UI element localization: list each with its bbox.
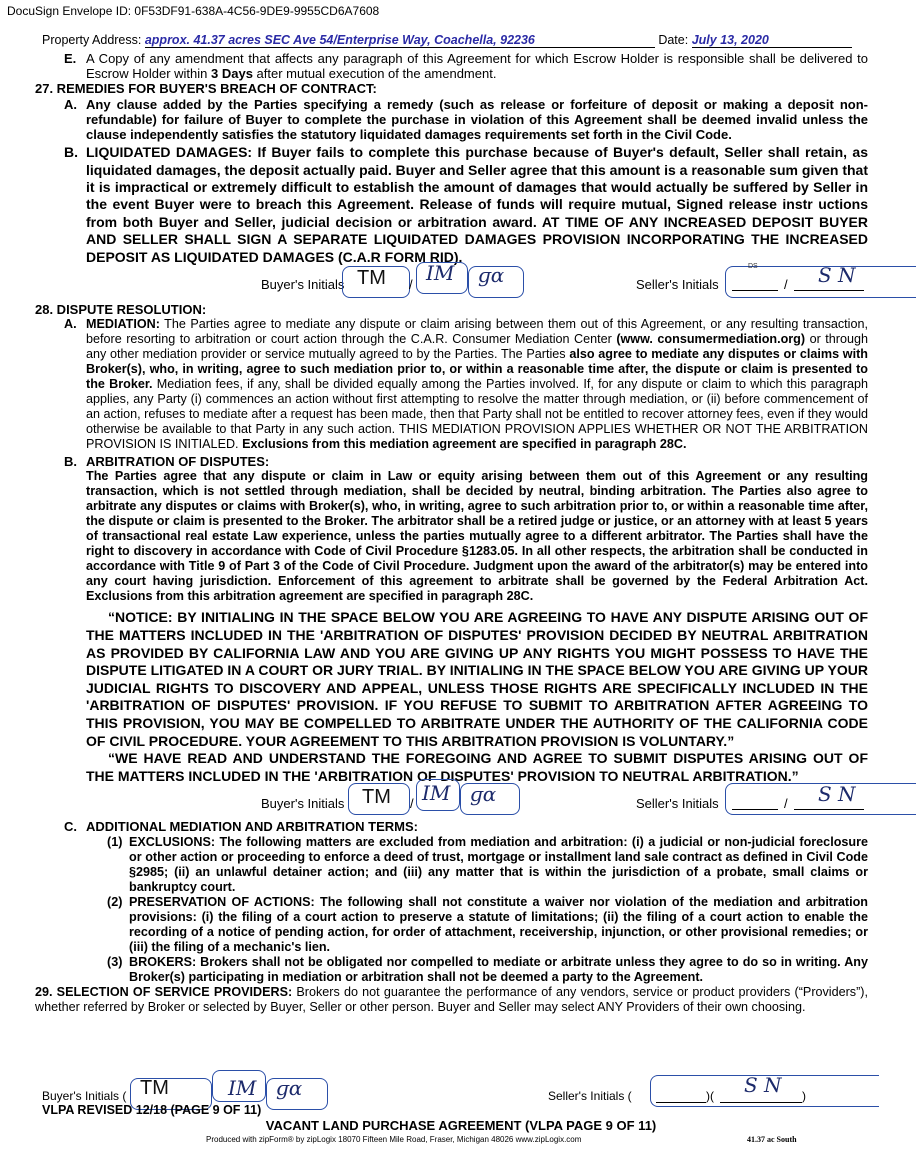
seller-initial: S N: [818, 263, 856, 288]
section-28b-heading: B. ARBITRATION OF DISPUTES:: [64, 454, 270, 470]
footer-buyers-initials-label: Buyer's Initials (: [42, 1089, 127, 1103]
footer-sellers-initials-label: Seller's Initials (: [548, 1089, 632, 1103]
sellers-initials-label-2: Seller's Initials: [636, 796, 719, 812]
envelope-id: DocuSign Envelope ID: 0F53DF91-638A-4C56-9DE9-9955CD6A7608: [7, 4, 380, 18]
buyers-initials-label-2: Buyer's Initials: [261, 796, 345, 812]
property-address-field[interactable]: approx. 41.37 acres SEC Ave 54/Enterprise Way, Coachella, 92236: [145, 33, 655, 48]
buyer-initial-1: TM: [357, 267, 386, 290]
section-28-heading: 28. DISPUTE RESOLUTION:: [35, 302, 207, 318]
initials-row-arbitration: Buyer's Initials TM / IM ɡɑ Seller's Initials / S N: [42, 785, 868, 819]
date-field[interactable]: July 13, 2020: [692, 33, 852, 48]
section-28b-arbitration: The Parties agree that any dispute or claim in Law or equity arising between them out of this Agreement or any resulting transaction, which is not settled through mediation, shall be decided by neutral, binding arbitration. The Parties also agree to arbitrate any disputes or claims with Broker(s), who, in writing, agree to such arbitration prior to, or within a reasonable time after, the dispute or claim is presented to the Broker. The arbitrator shall be a retired judge or justice, or an attorney with at least 5 years of transactional real estate Law experience, unless the parties mutually agree to a different arbitrator. The Parties shall have the right to discovery in accordance with Code of Civil Procedure §1283.05. In all other respects, the arbitration shall be conducted in accordance with Title 9 of Part 3 of the Code of Civil Procedure. Judgment upon the award of the arbitrator(s) may be entered into any court having jurisdiction. Enforcement of this agreement to arbitrate shall be governed by the Federal Arbitration Act. Exclusions from this arbitration agreement are specified in paragraph 28C.: [86, 469, 868, 604]
buyer-initial-6: ɡɑ: [470, 782, 497, 807]
document-page: DocuSign Envelope ID: 0F53DF91-638A-4C56-9DE9-9955CD6A7608 Property Address: approx. 41.37 acres SEC Ave 54/Enterprise Way, Coachella, 92236 Date: July 13, 2020 E. A Copy of any amendment that affects any paragraph of this Agreement for which Escrow Holder is responsible shall be delivered to Escrow Holder within 3 Days after mutual execution of the amendment. 27. REMEDIES FOR BUYER'S BREACH OF CONTRACT: A. Any clause added by the Parties specifying a remedy (such as release or forfeiture of deposit or making a deposit non-refundable) for failure of Buyer to complete the purchase in violation of this Agreement shall be deemed invalid unless the clause independently satisfies the statutory liquidated damages requirements set forth in the Civil Code. B. LIQUIDATED DAMAGES: If Buyer fails to complete this purchase because of Buyer's default, Seller shall retain, as liquidated damages, the deposit actually paid. Buyer and Seller agree that this amount is a reasonable sum given that it is impractical or extremely difficult to establish the amount of damages that would actually be suffered by Seller in the event Buyer were to breach this Agreement. Release of funds will require mutual, Signed release instr uctions from both Buyer and Seller, judicial decision or arbitration award. AT TIME OF ANY INCREASED DEPOSIT BUYER AND SELLER SHALL SIGN A SEPARATE LIQUIDATED DAMAGES PROVISION INCORPORATING THE INCREASED DEPOSIT AS LIQUIDATED DAMAGES (C.A.R FORM RID). Buyer's Initials TM / IM ɡɑ Seller's Initials DS / S N 28. DISPUTE RESOLUTION: A. MEDIATION: The Parties agree to mediate any dispute or claim arising between them out of this Agreement, or any resulting transaction, before resorting to arbitration or court action through the C.A.R. Consumer Mediation Center (www. consumermediation.org) or through any other mediation provider or service mutually agreed to by the Parties. The Parties also agree to mediate any disputes or claims with Broker(s), who, in writing, agree to such mediation prior to, or within a reasonable time after, the dispute or claim is presented to the Broker. Mediation fees, if any, shall be divided equally among the Parties involved. If, for any dispute or claim to which this paragraph applies, any Party (i) commences an action without first attempting to resolve the matter through mediation, or (ii) before commencement of an action, refuses to mediate after a request has been made, then that Party shall not be entitled to recover attorney fees, even if they would otherwise be available to that Party in any such action. THIS MEDIATION PROVISION APPLIES WHETHER OR NOT THE ARBITRATION PROVISION IS INITIALED. Exclusions from this mediation agreement are specified in paragraph 28C. B. ARBITRATION OF DISPUTES: The Parties agree that any dispute or claim in Law or equity arising between them out of this Agreement or any resulting transaction, which is not settled through mediation, shall be decided by neutral, binding arbitration. The Parties also agree to arbitrate any disputes or claims with Broker(s), who, in writing, agree to such arbitration prior to, or within a reasonable time after, the dispute or claim is presented to the Broker. The arbitrator shall be a retired judge or justice, or an attorney with at least 5 years of transactional real estate Law experience, unless the parties mutually agree to a different arbitrator. The Parties shall have the right to discovery in accordance with Code of Civil Procedure §1283.05. In all other respects, the arbitration shall be conducted in accordance with Title 9 of Part 3 of the Code of Civil Procedure. Judgment upon the award of the arbitrator(s) may be entered into any court having jurisdiction. Enforcement of this agreement to arbitrate shall be governed by the Federal Arbitration Act. Exclusions from this arbitration agreement are specified in paragraph 28C. “NOTICE: BY INITIALING IN THE SPACE BELOW YOU ARE AGREEING TO HAVE ANY DISPUTE ARISING OUT OF THE MATTERS INCLUDED IN THE 'ARBITRATION OF DISPUTES' PROVISION DECIDED BY NEUTRAL ARBITRATION AS PROVIDED BY CALIFORNIA LAW AND YOU ARE GIVING UP ANY RIGHTS YOU MIGHT POSSESS TO HAVE THE DISPUTE LITIGATED IN A COURT OR JURY TRIAL. BY INITIALING IN THE SPACE BELOW YOU ARE GIVING UP YOUR JUDICIAL RIGHTS TO DISCOVERY AND APPEAL, UNLESS THOSE RIGHTS ARE SPECIFICALLY INCLUDED IN THE 'ARBITRATION OF DISPUTES' PROVISION. IF YOU REFUSE TO SUBMIT TO ARBITRATION AFTER AGREEING TO THIS PROVISION, YOU MAY BE COMPELLED TO ARBITRATE UNDER THE AUTHORITY OF THE CALIFORNIA CODE OF CIVIL PROCEDURE. YOUR AGREEMENT TO THIS ARBITRATION PROVISION IS VOLUNTARY.” “WE HAVE READ AND UNDERSTAND THE FOREGOING AND AGREE TO SUBMIT DISPUTES ARISING OUT OF THE MATTERS INCLUDED IN THE 'ARBITRATION OF DISPUTES' PROVISION TO NEUTRAL ARBITRATION.” Buyer's Initials TM / IM ɡɑ Seller's Initials / S N C. ADDITIONAL MEDIATION AND ARBITRATION TERMS: (1) EXCLUSIONS: The following matters are excluded from mediation and arbitration: (i) a judicial or non-judicial foreclosure or other action or proceeding to enforce a deed of trust, mortgage or installment land sale contract as defined in Civil Code §2985; (ii) an unlawful detainer action; and (iii) any matter that is within the jurisdiction of a probate, small claims or bankruptcy court. (2) PRESERVATION OF ACTIONS: The following shall not constitute a waiver nor violation of the mediation and arbitration provisions: (i) the filing of a court action to preserve a statute of limitations; (ii) the filing of a court action to enable the recording of a notice of pending action, for order of attachment, receivership, injunction, or other provisional remedies; or (iii) the filing of a mechanic's lien. (3) BROKERS: Brokers shall not be obligated nor compelled to mediate or arbitrate unless they agree to do so in writing. Any Broker(s) participating in mediation or arbitration shall not be deemed a party to the Agreement. 29. SELECTION OF SERVICE PROVIDERS: Brokers do not guarantee the performance of any vendors, service or product providers (“Providers”), whether referred by Broker or selected by Buyer, Seller or other person. Buyer and Seller may select ANY Providers of their own choosing. Buyer's Initials ( TM IM ɡɑ Seller's Initials ( )( S N ) VLPA REVISED 12/18 (PAGE 9 OF 11) VACANT LAND PURCHASE AGREEMENT (VLPA PAGE 9 OF 11) Produced with zipForm® by zipLogix 18070 Fifteen Mile Road, Fraser, Michigan 48026 www.zipLogix.com 41.37 ac South: [0, 0, 922, 1150]
section-27-heading: 27. REMEDIES FOR BUYER'S BREACH OF CONTRACT:: [35, 81, 377, 97]
footer-buyer-initial-1: TM: [140, 1077, 169, 1099]
item-e: E. A Copy of any amendment that affects any paragraph of this Agreement for which Escrow Holder is responsible shall be delivered to Escrow Holder within 3 Days after mutual execution of the amendment.: [64, 51, 868, 82]
form-revision: VLPA REVISED 12/18 (PAGE 9 OF 11): [42, 1103, 262, 1117]
buyer-initial-5: IM: [422, 781, 451, 806]
footer-seller-initial: S N: [744, 1073, 782, 1097]
section-27b-liquidated-damages: B. LIQUIDATED DAMAGES: If Buyer fails to complete this purchase because of Buyer's default, Seller shall retain, as liquidated damages, the deposit actually paid. Buyer and Seller agree that this amount is a reasonable sum given that it is impractical or extremely difficult to establish the amount of damages that would actually be suffered by Seller in the event Buyer were to breach this Agreement. Release of funds will require mutual, Signed release instr uctions from both Buyer and Seller, judicial decision or arbitration award. AT TIME OF ANY INCREASED DEPOSIT BUYER AND SELLER SHALL SIGN A SEPARATE LIQUIDATED DAMAGES PROVISION INCORPORATING THE INCREASED DEPOSIT AS LIQUIDATED DAMAGES (C.A.R FORM RID).: [64, 144, 868, 265]
section-28c3-brokers: (3) BROKERS: Brokers shall not be obligated nor compelled to mediate or arbitrate unless they agree to do so in writing. Any Broker(s) participating in mediation or arbitration shall not be deemed a party to the Agreement.: [107, 954, 868, 984]
section-29-service-providers: 29. SELECTION OF SERVICE PROVIDERS: Brokers do not guarantee the performance of any vendors, service or product providers (“Providers”), whether referred by Broker or selected by Buyer, Seller or other person. Buyer and Seller may select ANY Providers of their own choosing.: [35, 984, 868, 1014]
buyer-initial-3: ɡɑ: [478, 263, 505, 288]
footer-buyer-initial-2: IM: [228, 1076, 257, 1100]
footer-buyer-initial-3: ɡɑ: [276, 1076, 303, 1100]
section-28a-mediation: A. MEDIATION: The Parties agree to mediate any dispute or claim arising between them out of this Agreement, or any resulting transaction, before resorting to arbitration or court action through the C.A.R. Consumer Mediation Center (www. consumermediation.org) or through any other mediation provider or service mutually agreed to by the Parties. The Parties also agree to mediate any disputes or claims with Broker(s), who, in writing, agree to such mediation prior to, or within a reasonable time after, the dispute or claim is presented to the Broker. Mediation fees, if any, shall be divided equally among the Parties involved. If, for any dispute or claim to which this paragraph applies, any Party (i) commences an action without first attempting to resolve the matter through mediation, or (ii) before commencement of an action, refuses to mediate after a request has been made, then that Party shall not be entitled to recover attorney fees, even if they would otherwise be available to that Party in any such action. THIS MEDIATION PROVISION APPLIES WHETHER OR NOT THE ARBITRATION PROVISION IS INITIALED. Exclusions from this mediation agreement are specified in paragraph 28C.: [64, 317, 868, 452]
buyer-initial-4: TM: [362, 786, 391, 809]
buyers-initials-label: Buyer's Initials: [261, 277, 345, 293]
date-label: Date:: [658, 33, 689, 47]
section-27a: A. Any clause added by the Parties specifying a remedy (such as release or forfeiture of deposit or making a deposit non-refundable) for failure of Buyer to complete the purchase in violation of this Agreement shall be deemed invalid unless the clause independently satisfies the statutory liquidated damages requirements set forth in the Civil Code.: [64, 96, 868, 143]
property-address-line: [42, 33, 868, 48]
arbitration-agreement: “WE HAVE READ AND UNDERSTAND THE FOREGOING AND AGREE TO SUBMIT DISPUTES ARISING OUT OF THE MATTERS INCLUDED IN THE 'ARBITRATION OF DISPUTES' PROVISION TO NEUTRAL ARBITRATION.”: [86, 750, 868, 784]
form-title: VACANT LAND PURCHASE AGREEMENT (VLPA PAGE 9 OF 11): [265, 1118, 657, 1133]
document-body: [35, 51, 868, 1015]
seller-initial-2: S N: [818, 782, 856, 807]
produced-with-zipform: Produced with zipForm® by zipLogix 18070 Fifteen Mile Road, Fraser, Michigan 48026 www.zipLogix.com: [206, 1135, 582, 1144]
sellers-initials-label: Seller's Initials: [636, 277, 719, 293]
arbitration-notice: “NOTICE: BY INITIALING IN THE SPACE BELOW YOU ARE AGREEING TO HAVE ANY DISPUTE ARISING OUT OF THE MATTERS INCLUDED IN THE 'ARBITRATION OF DISPUTES' PROVISION DECIDED BY NEUTRAL ARBITRATION AS PROVIDED BY CALIFORNIA LAW AND YOU ARE GIVING UP ANY RIGHTS YOU MIGHT POSSESS TO HAVE THE DISPUTE LITIGATED IN A COURT OR JURY TRIAL. BY INITIALING IN THE SPACE BELOW YOU ARE GIVING UP YOUR JUDICIAL RIGHTS TO DISCOVERY AND APPEAL, UNLESS THOSE RIGHTS ARE SPECIFICALLY INCLUDED IN THE 'ARBITRATION OF DISPUTES' PROVISION. IF YOU REFUSE TO SUBMIT TO ARBITRATION AFTER AGREEING TO THIS PROVISION, YOU MAY BE COMPELLED TO ARBITRATE UNDER THE AUTHORITY OF THE CALIFORNIA CODE OF CIVIL PROCEDURE. YOUR AGREEMENT TO THIS ARBITRATION PROVISION IS VOLUNTARY.” “WE HAVE READ AND UNDERSTAND THE FOREGOING AND AGREE TO SUBMIT DISPUTES ARISING OUT OF THE MATTERS INCLUDED IN THE 'ARBITRATION OF DISPUTES' PROVISION TO NEUTRAL ARBITRATION.”: [86, 609, 868, 784]
property-label: Property Address:: [42, 33, 142, 47]
section-28c2-preservation: (2) PRESERVATION OF ACTIONS: The following shall not constitute a waiver nor violation of the mediation and arbitration provisions: (i) the filing of a court action to preserve a statute of limitations; (ii) the filing of a court action to enable the recording of a notice of pending action, for order of attachment, receivership, injunction, or other provisional remedies; or (iii) the filing of a mechanic's lien.: [107, 894, 868, 954]
initials-row-liquidated-damages: Buyer's Initials TM / IM ɡɑ Seller's Initials DS / S N: [42, 266, 868, 300]
buyer-initial-2: IM: [426, 261, 455, 286]
section-28c-heading: C. ADDITIONAL MEDIATION AND ARBITRATION TERMS:: [64, 819, 418, 835]
section-28c1-exclusions: (1) EXCLUSIONS: The following matters are excluded from mediation and arbitration: (i) a judicial or non-judicial foreclosure or other action or proceeding to enforce a deed of trust, mortgage or installment land sale contract as defined in Civil Code §2985; (ii) an unlawful detainer action; and (iii) any matter that is within the jurisdiction of a probate, small claims or bankruptcy court.: [107, 834, 868, 894]
file-name: 41.37 ac South: [747, 1135, 797, 1144]
